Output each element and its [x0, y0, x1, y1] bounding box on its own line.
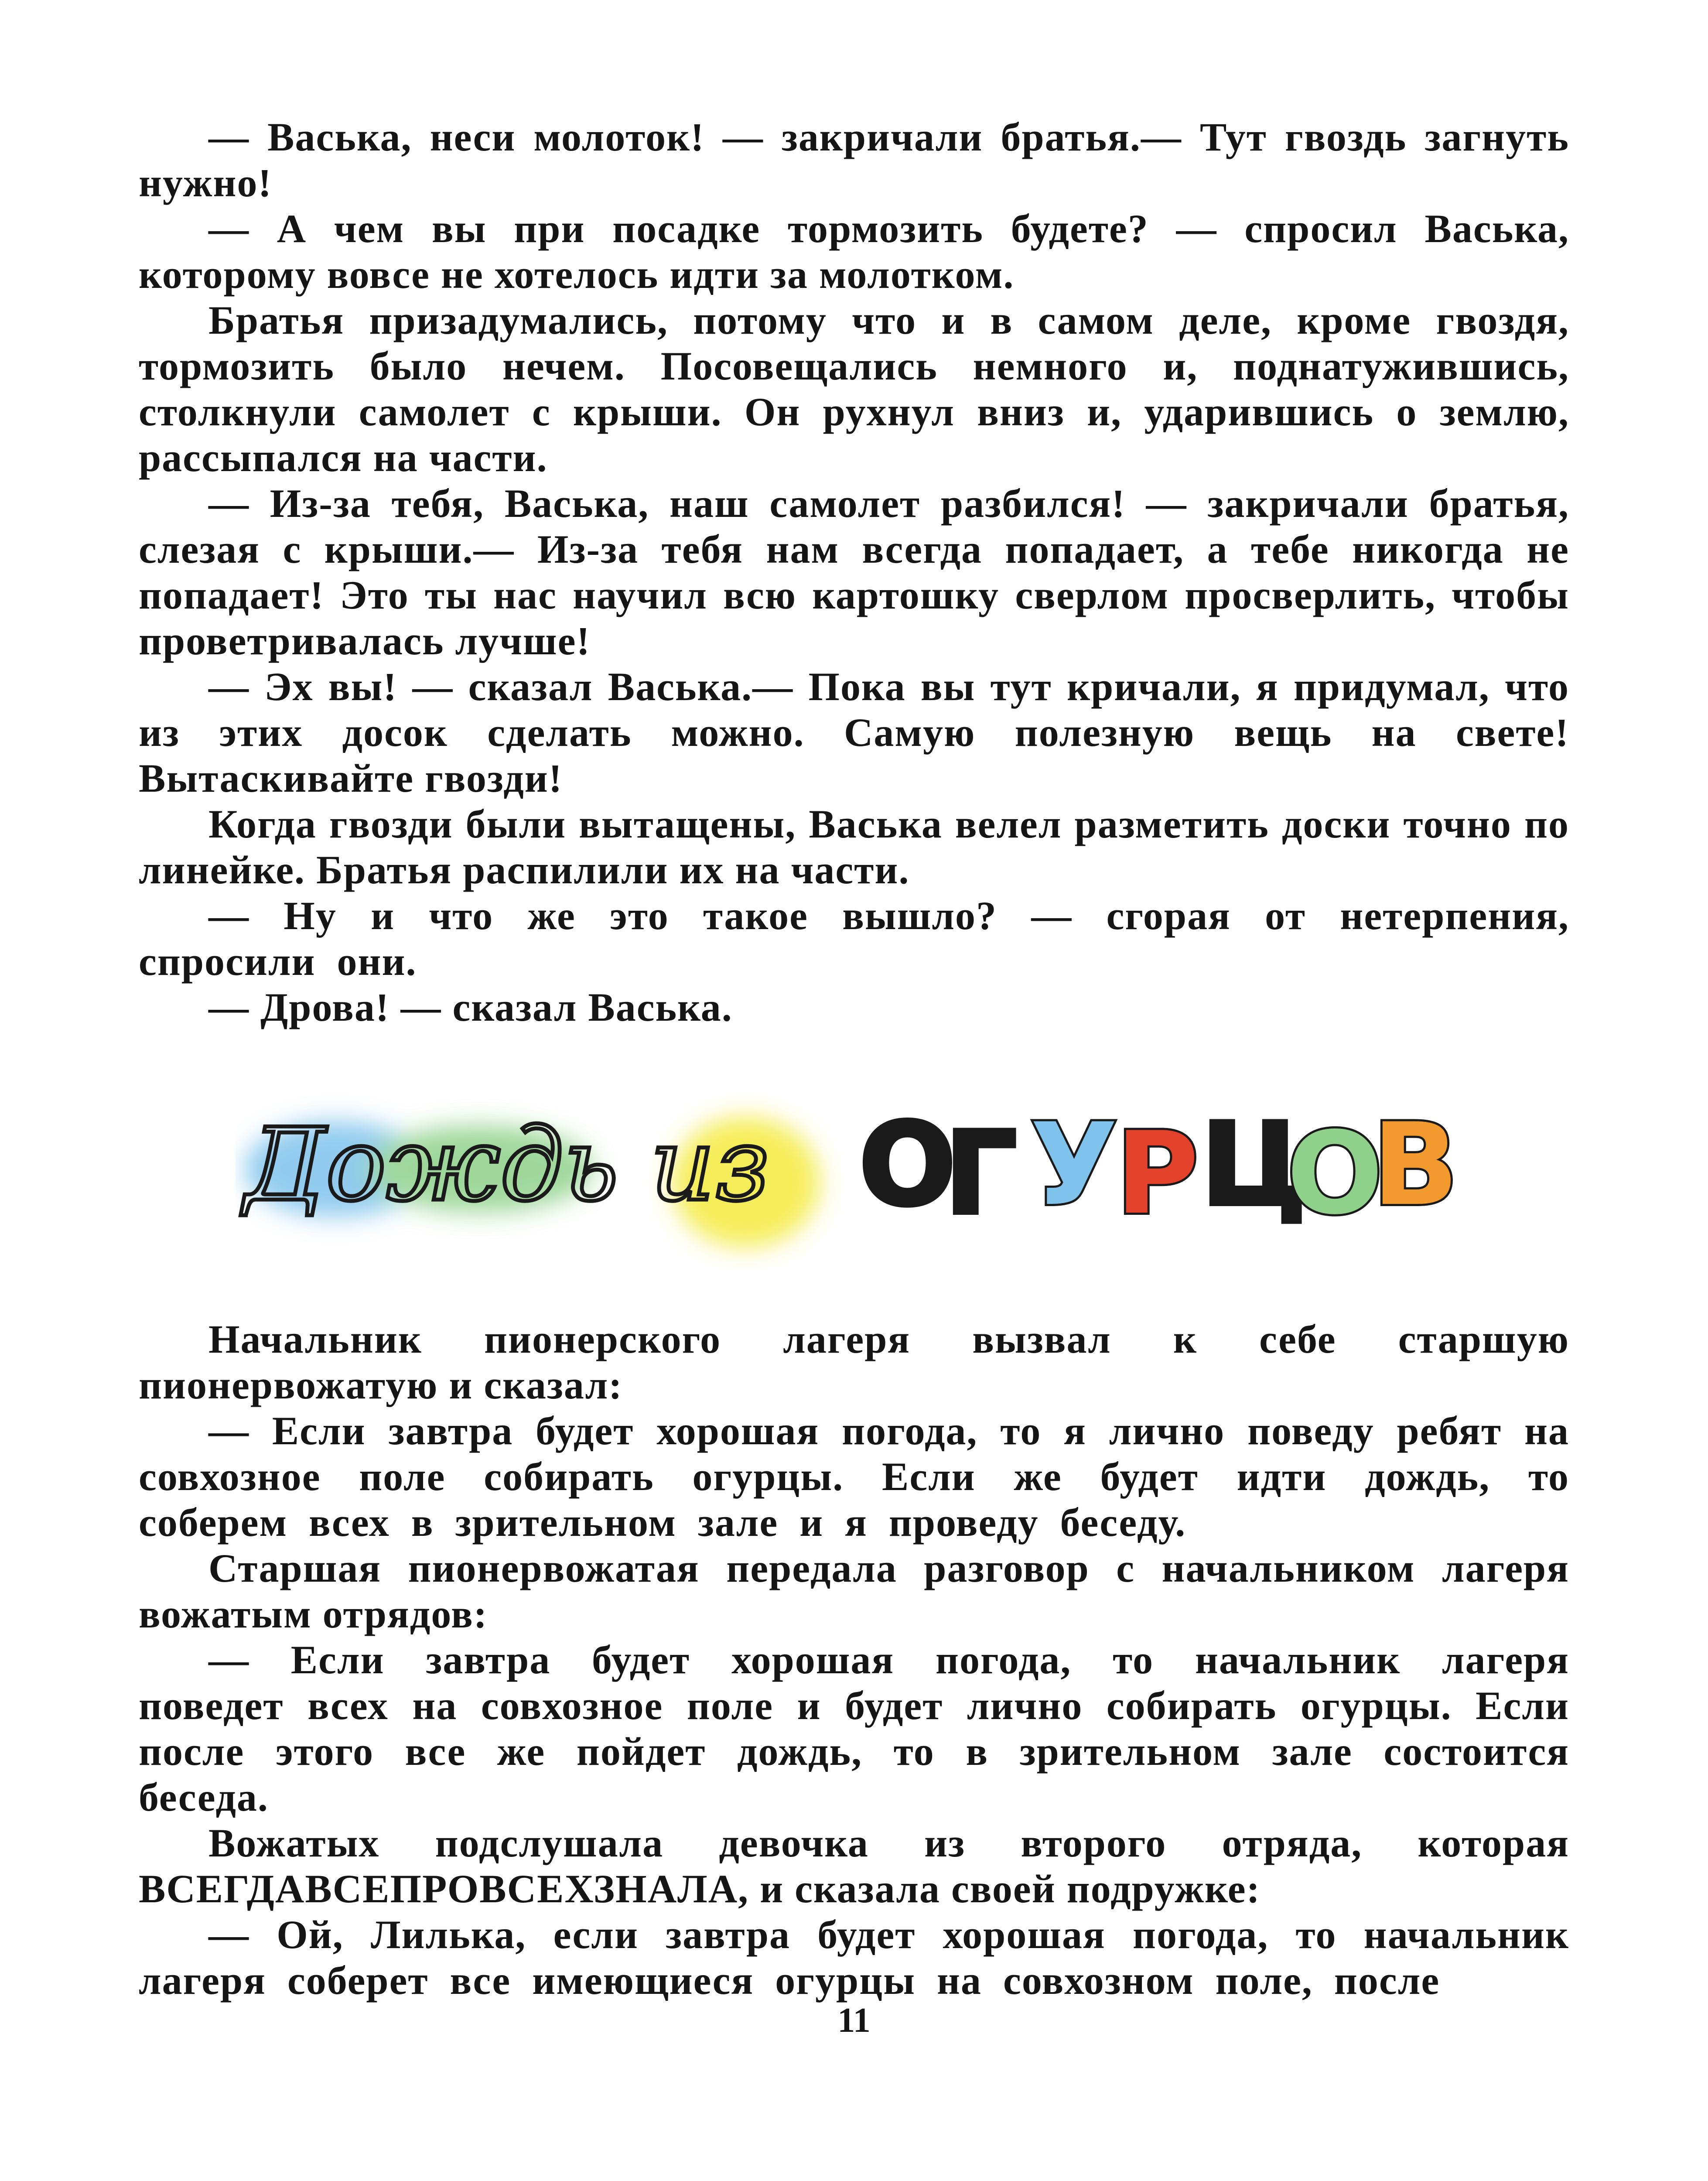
paragraph: — Ну и что же это такое вышло? — сгорая от нетерпения, спросили они. — [139, 893, 1569, 984]
title-bubble-letter: О — [1287, 1108, 1383, 1240]
page-number: 11 — [837, 2001, 871, 2040]
title-bubble-letter: Ц — [1201, 1099, 1307, 1231]
story-text-top — [139, 114, 1569, 1030]
paragraph: Когда гвозди были вытащены, Васька велел разметить доски точно по линейке. Братья распилили их на части. — [139, 802, 1569, 892]
paragraph: — Дрова! — сказал Васька. — [208, 985, 733, 1029]
title-bubble-letter: О — [859, 1099, 956, 1231]
paragraph: — Васька, неси молоток! — закричали братья.— Тут гвоздь загнуть нужно! — [139, 115, 1569, 205]
title-bubble-letter: В — [1372, 1099, 1459, 1231]
chapter-title-bubble-letters — [859, 1099, 1459, 1240]
paragraph: — Из-за тебя, Васька, наш самолет разбился! — закричали братья, слезая с крыши.— Из-за тебя нам всегда попадает, а тебе никогда не попадает! Это ты нас научил всю картошку сверлом просверлить, чтобы проветривалась лучше! — [139, 481, 1569, 663]
title-bubble-letter: У — [1030, 1099, 1118, 1231]
paragraph: — Если завтра будет хорошая погода, то я лично поведу ребят на совхозное поле собирать огурцы. Если же будет идти дождь, то соберем всех в зрительном зале и я проведу беседу. — [139, 1408, 1569, 1545]
paragraph: — Если завтра будет хорошая погода, то начальник лагеря поведет всех на совхозное поле и будет лично собирать огурцы. Если после этого все же пойдет дождь, то в зрительном зале состоится беседа. — [139, 1637, 1569, 1819]
chapter-title-script: Дождь из — [244, 1107, 770, 1224]
paragraph: — Эх вы! — сказал Васька.— Пока вы тут кричали, я придумал, что из этих досок сделать можно. Самую полезную вещь на свете! Вытаскивайте гвозди! — [139, 664, 1569, 800]
story-text-bottom — [139, 1316, 1569, 2003]
paragraph: Начальник пионерского лагеря вызвал к себе старшую пионервожатую и сказал: — [139, 1317, 1569, 1407]
paragraph: — Ой, Лилька, если завтра будет хорошая погода, то начальник лагеря соберет все имеющиеся огурцы на совхозном поле, после — [139, 1912, 1569, 2003]
paragraph: — А чем вы при посадке тормозить будете? — спросил Васька, которому вовсе не хотелось идти за молотком. — [139, 206, 1569, 297]
chapter-title-illustration — [236, 1060, 1479, 1269]
title-bubble-letter: Г — [945, 1108, 1017, 1240]
paragraph: Старшая пионервожатая передала разговор с начальником лагеря вожатым отрядов: — [139, 1546, 1569, 1636]
title-bubble-letter: Р — [1116, 1108, 1199, 1240]
paragraph: Вожатых подслушала девочка из второго отряда, которая ВСЕГДАВСЕПРОВСЕХЗНАЛА, и сказала своей подружке: — [139, 1821, 1569, 1911]
paragraph: Братья призадумались, потому что и в самом деле, кроме гвоздя, тормозить было нечем. Посовещались немного и, поднатужившись, столкнули самолет с крыши. Он рухнул вниз и, ударившись о землю, рассыпался на части. — [139, 298, 1569, 480]
